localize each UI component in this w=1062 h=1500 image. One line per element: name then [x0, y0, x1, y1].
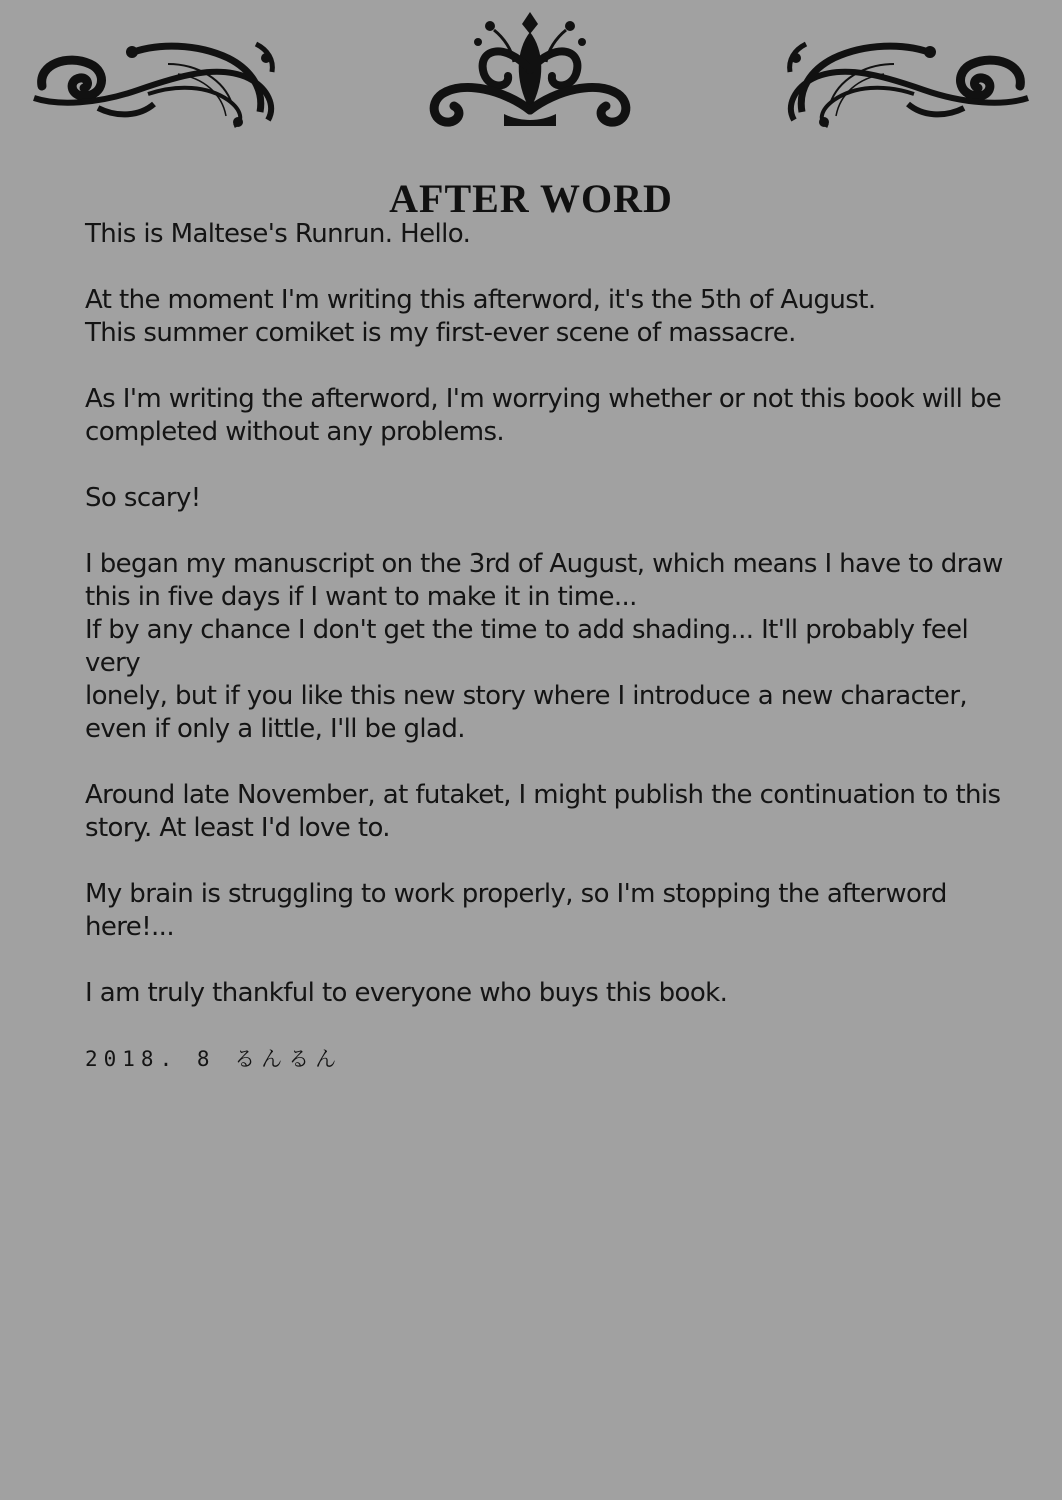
signature-date: 2018. 8 るんるん — [85, 1047, 343, 1071]
right-scroll-flourish-icon — [778, 34, 1034, 130]
center-fleur-de-lis-icon — [424, 10, 636, 132]
afterword-body — [85, 218, 1015, 1076]
paragraph-scary: So scary! — [85, 483, 201, 513]
paragraph-greeting: This is Maltese's Runrun. Hello. — [85, 219, 471, 249]
left-scroll-flourish-icon — [28, 34, 284, 130]
paragraph-thanks: I am truly thankful to everyone who buys this book. — [85, 978, 728, 1008]
paragraph-date: At the moment I'm writing this afterword, it's the 5th of August. This summer comiket is my first-ever scene of massacre. — [85, 285, 876, 348]
paragraph-manuscript: I began my manuscript on the 3rd of August, which means I have to draw this in five days if I want to make it in time... If by any chance I don't get the time to add shading... It'll probably feel very lonely, but if you like this new story where I introduce a new character, even if only a little, I'll be glad. — [85, 549, 1003, 744]
paragraph-worry: As I'm writing the afterword, I'm worrying whether or not this book will be completed without any problems. — [85, 384, 1002, 447]
paragraph-continuation: Around late November, at futaket, I might publish the continuation to this story. At least I'd love to. — [85, 780, 1001, 843]
page-title: AFTER WORD — [389, 175, 673, 221]
paragraph-stopping: My brain is struggling to work properly, so I'm stopping the afterword here!... — [85, 879, 947, 942]
